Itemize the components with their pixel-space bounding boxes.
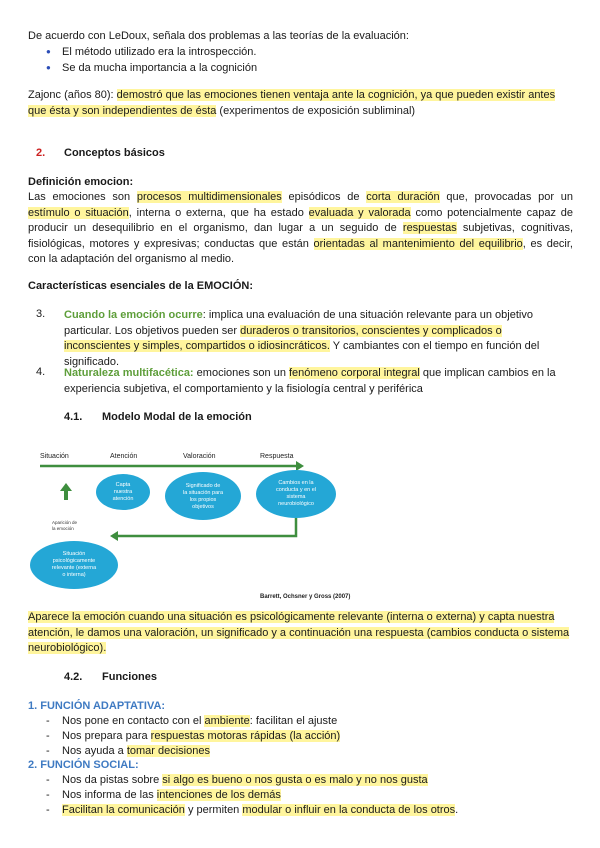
subsection-title: Funciones	[102, 671, 158, 683]
list-item: - Nos ayuda a tomar decisiones	[42, 744, 340, 759]
oval-text: Cambios en la conducta y en el sistema neurobiológico	[275, 480, 317, 507]
highlight: demostró que las emociones tienen ventaja ante la cognición, ya que pueden existir antes que ésta y son independientes de ésta	[28, 89, 556, 117]
subsection-number: 4.2.	[64, 671, 83, 683]
emergence-label: Aparición de la emoción	[52, 520, 78, 531]
item-number: 3.	[36, 308, 46, 320]
funcion-adaptativa-heading: 1. FUNCIÓN ADAPTATIVA:	[28, 700, 166, 712]
text: : implica una evaluación de una situación relevante para un objetivo particular. Los objetivos pueden ser	[64, 309, 533, 337]
zajonc-paragraph	[28, 88, 573, 119]
item-label: Cuando la emoción ocurre	[64, 309, 203, 321]
stage-label: Respuesta	[260, 453, 294, 460]
oval-text: Capta nuestra atención	[112, 482, 134, 502]
aparece-paragraph	[28, 610, 573, 657]
list-item: ● Se da mucha importancia a la cognición	[46, 60, 257, 76]
up-arrow-shaft	[64, 490, 68, 500]
stage-label: Situación	[40, 453, 69, 460]
caracteristica-item-4	[64, 366, 569, 397]
highlight: respuestas	[402, 222, 457, 234]
stage-label: Valoración	[183, 453, 216, 460]
caracteristica-item-3	[64, 308, 564, 370]
section-title: Conceptos básicos	[64, 147, 165, 159]
funcion-social-heading: 2. FUNCIÓN SOCIAL:	[28, 759, 139, 771]
list-item: - Nos pone en contacto con el ambiente: facilitan el ajuste	[42, 714, 340, 729]
highlight: corta duración	[366, 191, 440, 203]
list-item: - Nos informa de las intenciones de los demás	[42, 788, 458, 803]
funcion-social-list	[42, 773, 458, 818]
section-number: 2.	[36, 147, 46, 159]
list-item: - Facilitan la comunicación y permiten modular o influir en la conducta de los otros.	[42, 803, 458, 818]
oval-valoracion	[165, 472, 241, 520]
definicion-paragraph	[28, 190, 573, 268]
definicion-heading: Definición emocion:	[28, 176, 134, 188]
highlight: evaluada y valorada	[308, 206, 411, 219]
text: Las emociones son	[28, 191, 137, 203]
ledoux-list	[46, 44, 257, 76]
text: como potencialmente capaz de producir un desequilibrio en el organismo, dan lugar a un seguido de	[28, 206, 574, 234]
text: episódicos de	[281, 191, 367, 203]
item-number: 4.	[36, 366, 46, 378]
ledoux-intro: De acuerdo con LeDoux, señala dos problemas a las teorías de la evaluación:	[28, 30, 409, 42]
diagram-citation: Barrett, Ochsner y Gross (2007)	[260, 594, 351, 600]
text: que implican cambios en la experiencia subjetiva, el comportamiento y la fisiología central y periférica	[64, 367, 556, 395]
list-item: - Nos prepara para respuestas motoras rápidas (la acción)	[42, 729, 340, 744]
text: subjetivas, cognitivas, fisiológicas, motores y expresivas; conductas que están	[28, 222, 573, 250]
funcion-adaptativa-list	[42, 714, 340, 759]
text: , es decir, con la adaptación del organismo al medio.	[28, 237, 573, 265]
item-label: Naturaleza multifacética:	[64, 367, 194, 379]
highlight: Aparece la emoción cuando una situación es psicológicamente relevante (interna o externa) y capta nuestra atención, le damos una valoración, un significado y a continuación una respuesta (cambios conducta o sistema neurobiológico).	[28, 611, 570, 654]
highlight: duraderos o transitorios, conscientes y complicados o inconscientes y simples, compartidos o idiosincráticos.	[64, 324, 502, 352]
caracteristicas-heading: Características esenciales de la EMOCIÓN:	[28, 280, 253, 292]
highlight: fenómeno corporal integral	[289, 367, 420, 379]
modal-model-diagram	[28, 438, 568, 603]
subsection-title: Modelo Modal de la emoción	[102, 411, 252, 423]
zajonc-tail: (experimentos de exposición subliminal)	[216, 104, 416, 117]
zajonc-lead: Zajonc (años 80):	[28, 89, 117, 101]
text: emociones son un	[193, 367, 289, 379]
text: Y cambiantes con el tiempo en función del significado.	[64, 340, 540, 368]
highlight: procesos multidimensionales	[136, 191, 282, 203]
oval-text: Situación psicológicamente relevante (externa o interna)	[51, 551, 97, 578]
stage-label: Atención	[110, 453, 138, 460]
list-item: ● El método utilizado era la introspección.	[46, 44, 257, 60]
oval-text: Significado de la situación para los propios objetivos	[182, 483, 224, 510]
subsection-number: 4.1.	[64, 411, 83, 423]
list-item: - Nos da pistas sobre si algo es bueno o nos gusta o es malo y no nos gusta	[42, 773, 458, 788]
highlight: orientadas al mantenimiento del equilibrio	[313, 237, 523, 250]
text: , interna o externa, que ha estado	[128, 206, 309, 219]
highlight: estímulo o situación	[28, 206, 129, 219]
text: que, provocadas por un	[439, 191, 574, 203]
